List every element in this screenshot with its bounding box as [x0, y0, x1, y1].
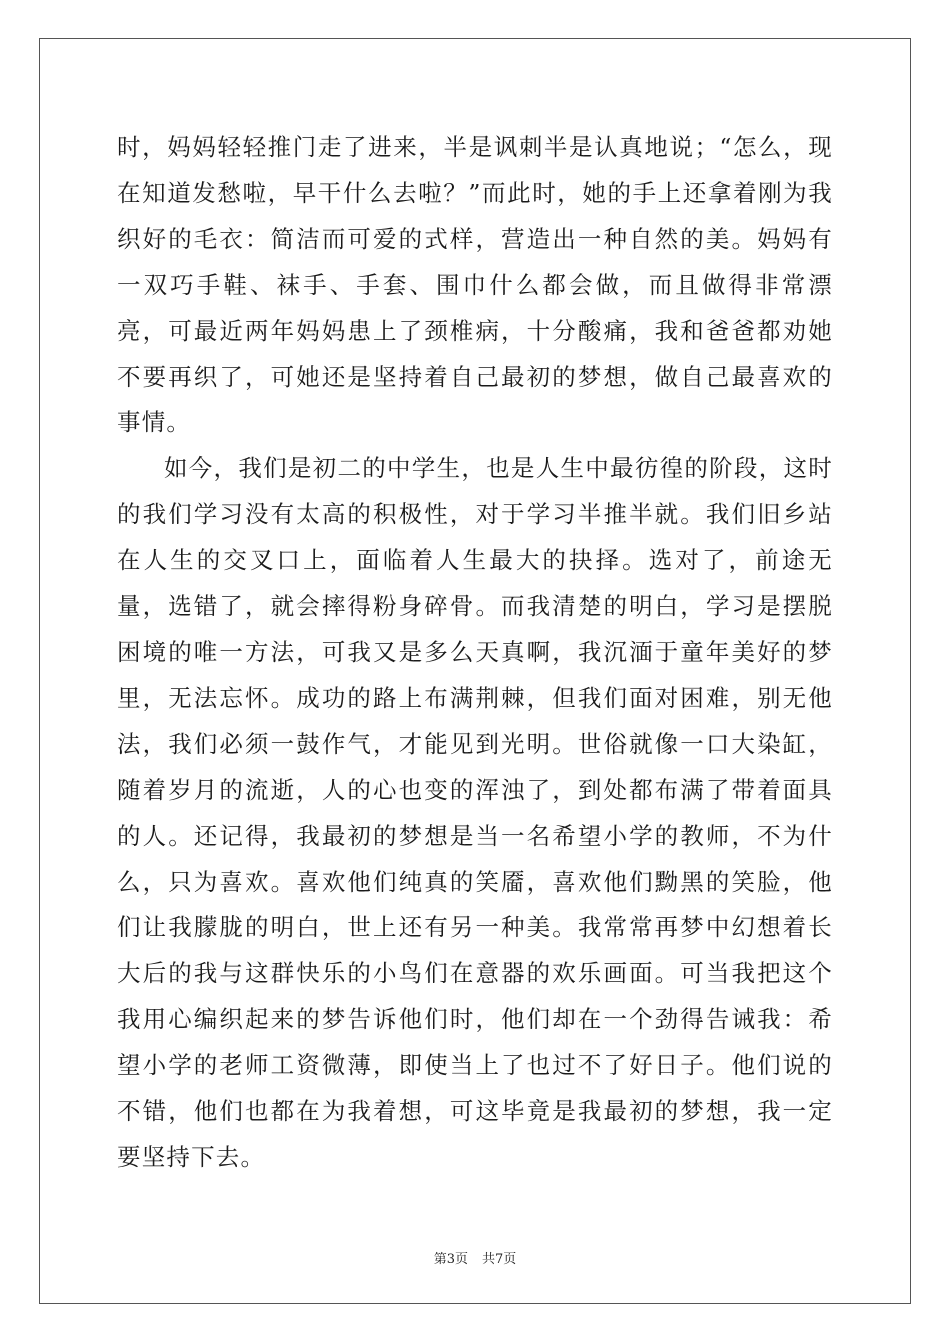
page-number-total: 共7页: [482, 1252, 517, 1267]
page-footer: [0, 1248, 950, 1267]
paragraph-2: 如今，我们是初二的中学生，也是人生中最彷徨的阶段，这时的我们学习没有太高的积极性，对于学习半推半就。我们旧乡站在人生的交叉口上，面临着人生最大的抉择。选对了，前途无量，选错了，就会摔得粉身碎骨。而我清楚的明白，学习是摆脱困境的唯一方法，可我又是多么天真啊，我沉湎于童年美好的梦里，无法忘怀。成功的路上布满荆棘，但我们面对困难，别无他法，我们必须一鼓作气，才能见到光明。世俗就像一口大染缸，随着岁月的流逝，人的心也变的浑浊了，到处都布满了带着面具的人。还记得，我最初的梦想是当一名希望小学的教师，不为什么，只为喜欢。喜欢他们纯真的笑靥，喜欢他们黝黑的笑脸，他们让我朦胧的明白，世上还有另一种美。我常常再梦中幻想着长大后的我与这群快乐的小鸟们在意器的欢乐画面。可当我把这个我用心编织起来的梦告诉他们时，他们却在一个劲得告诫我：希望小学的老师工资微薄，即使当上了也过不了好日子。他们说的不错，他们也都在为我着想，可这毕竟是我最初的梦想，我一定要坚持下去。: [117, 454, 833, 1171]
page-number-current: 第3页: [433, 1252, 468, 1267]
document-body: [117, 125, 833, 1181]
paragraph-1: 时，妈妈轻轻推门走了进来，半是讽刺半是认真地说；“怎么，现在知道发愁啦，早干什么去啦？”而此时，她的手上还拿着刚为我织好的毛衣：简洁而可爱的式样，营造出一种自然的美。妈妈有一双巧手鞋、袜手、手套、围巾什么都会做，而且做得非常漂亮，可最近两年妈妈患上了颈椎病，十分酸痛，我和爸爸都劝她不要再织了，可她还是坚持着自己最初的梦想，做自己最喜欢的事情。: [117, 133, 833, 437]
